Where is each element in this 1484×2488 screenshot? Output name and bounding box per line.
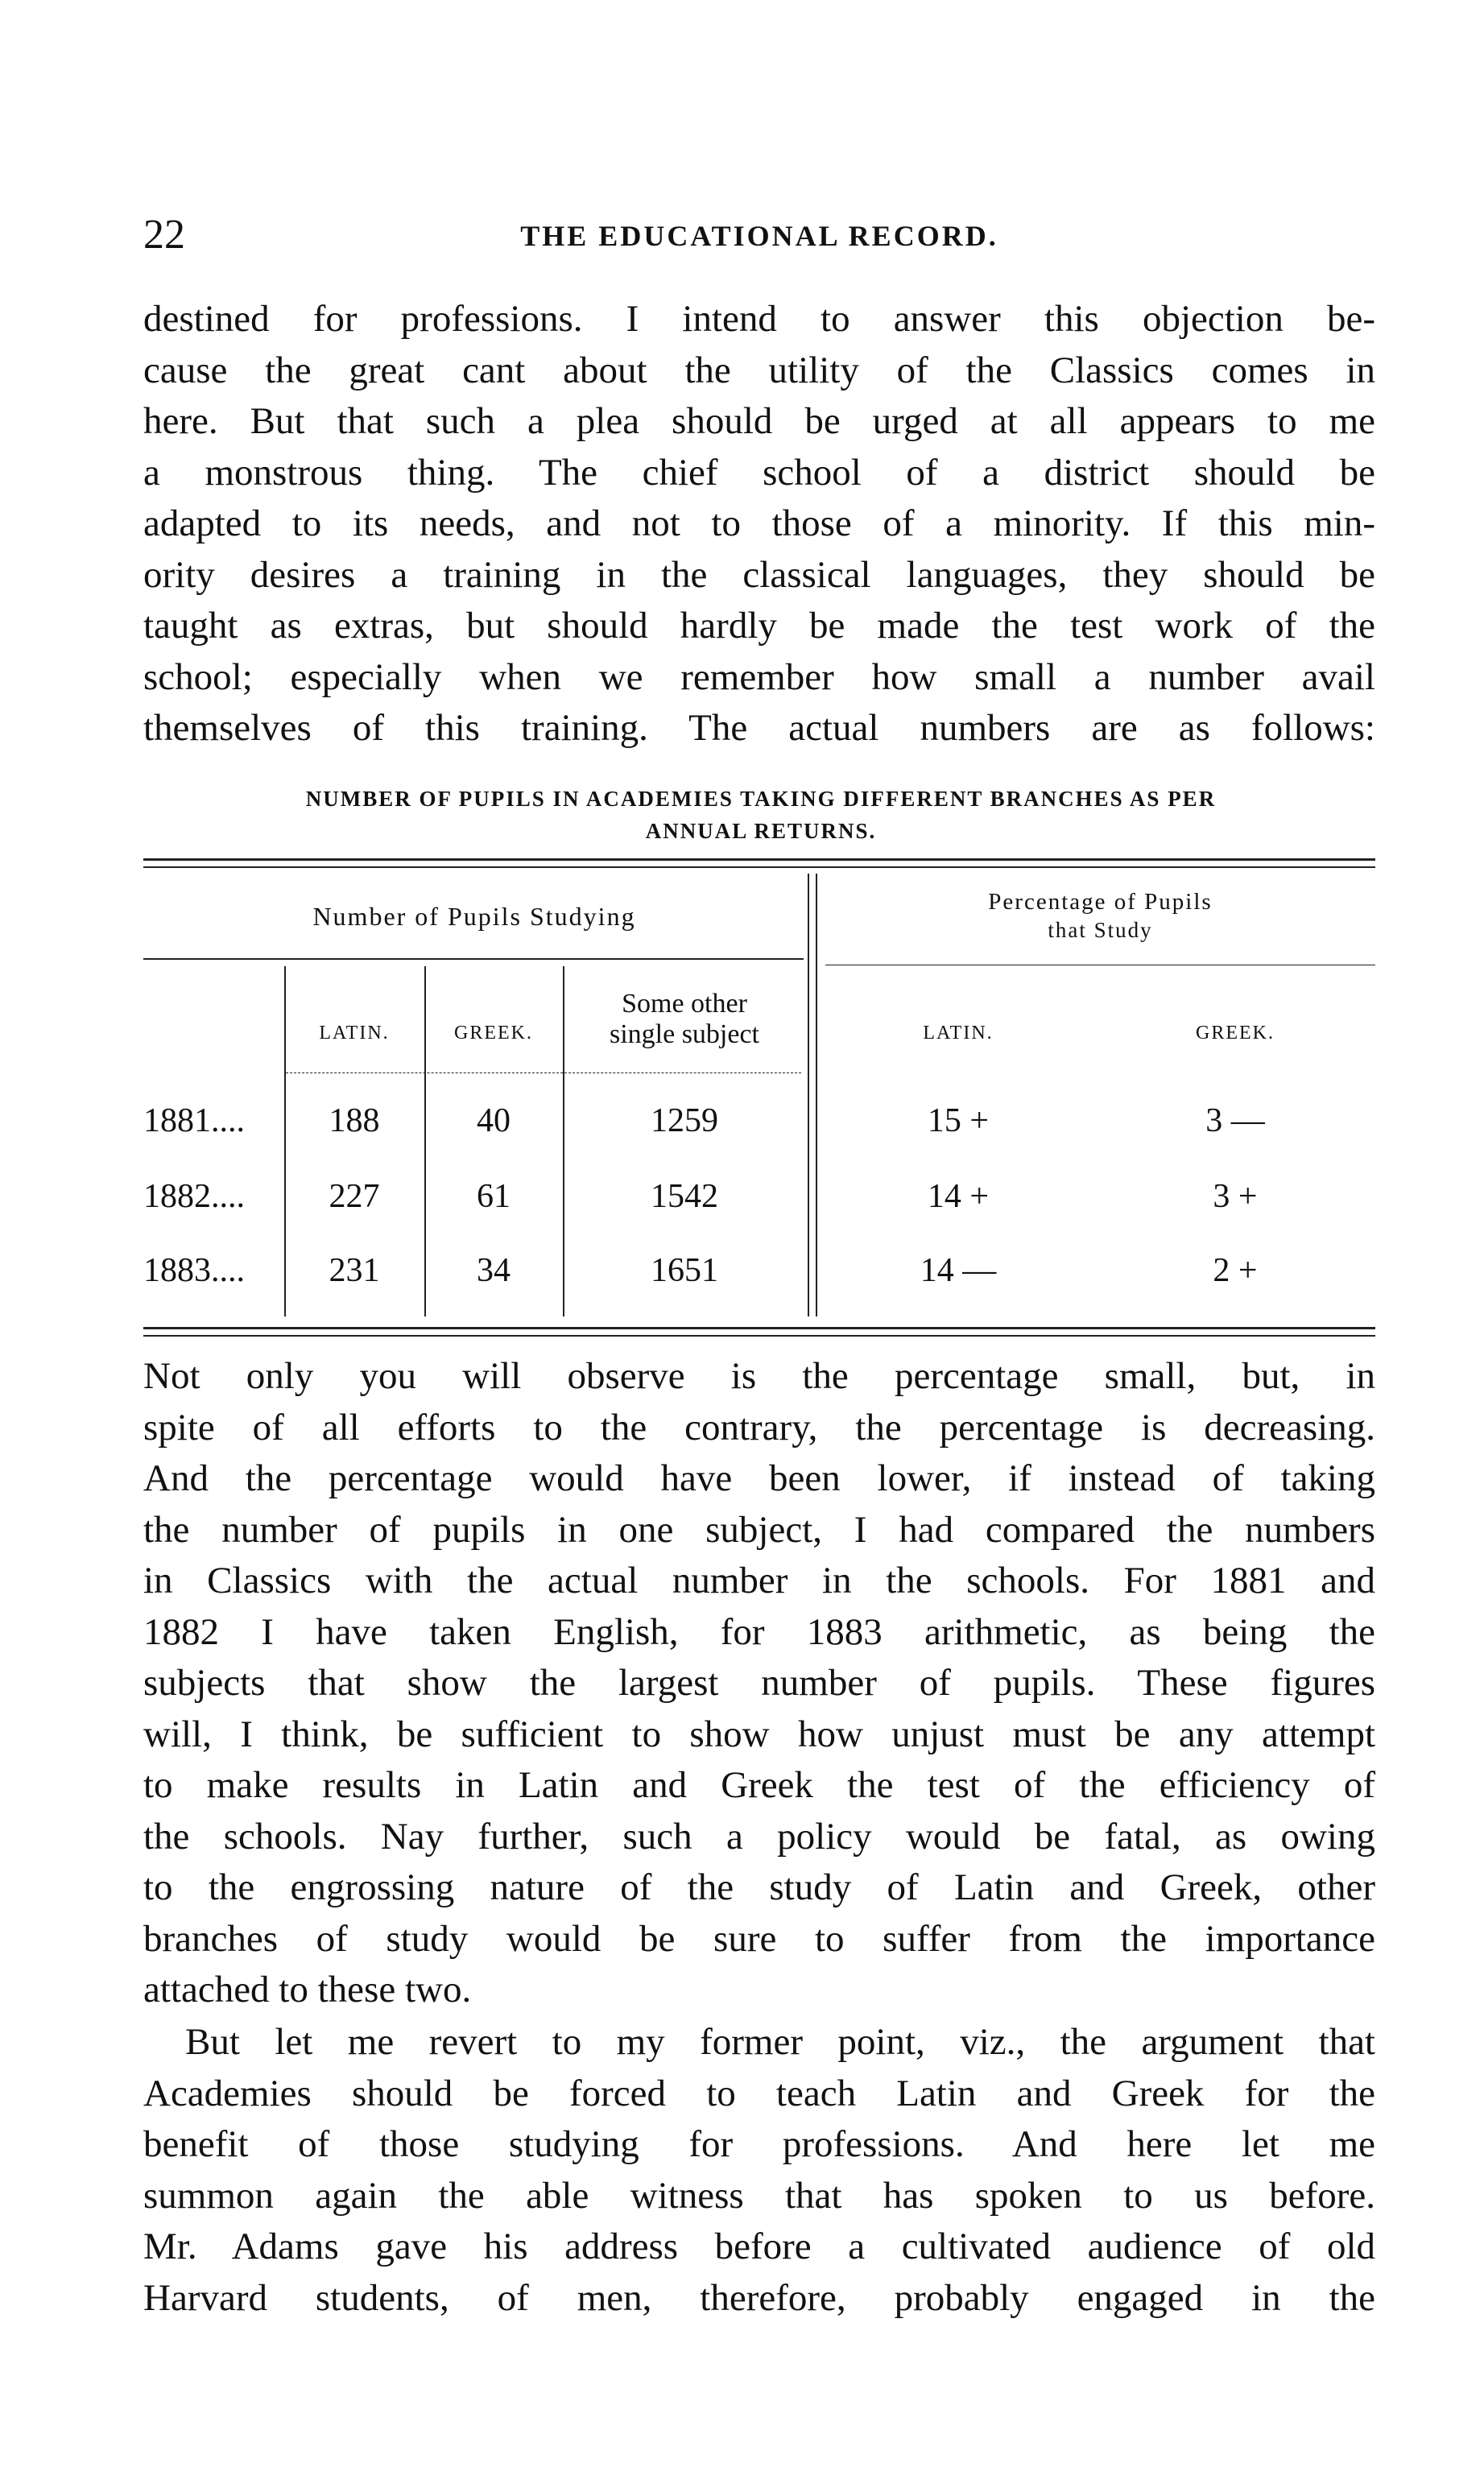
group-header-rule: [143, 958, 804, 960]
text-line: branches of study would be sure to suffer from the importance: [143, 1917, 1375, 1960]
cell-pct-greek: 2 +: [1213, 1252, 1258, 1289]
paragraph-2: [143, 1351, 1375, 2016]
cell-greek: 40: [477, 1102, 511, 1139]
text-line: destined for professions. I intend to answer this objection be-: [143, 298, 1375, 340]
text-line: Mr. Adams gave his address before a cultivated audience of old: [143, 2226, 1375, 2267]
column-header-other: single subject: [609, 1019, 760, 1049]
page-header: [143, 211, 1375, 259]
page-number: 22: [143, 212, 185, 258]
row-year: 1883....: [143, 1252, 245, 1289]
text-line: summon again the able witness that has spoken to us before.: [143, 2174, 1375, 2217]
cell-other: 1542: [651, 1178, 718, 1215]
cell-pct-latin: 14 —: [920, 1252, 997, 1289]
column-header-greek: GREEK.: [454, 1023, 533, 1044]
text-line: cause the great cant about the utility of the Classics comes in: [143, 349, 1375, 391]
column-divider-double: [808, 874, 809, 1316]
cell-pct-greek: 3 +: [1213, 1178, 1258, 1215]
text-line: adapted to its needs, and not to those of a minority. If this min-: [143, 502, 1375, 544]
text-line: Not only you will observe is the percentage small, but, in: [143, 1355, 1375, 1397]
row-year: 1881....: [143, 1102, 245, 1139]
cell-greek: 61: [477, 1178, 511, 1215]
column-header-pct-greek: GREEK.: [1196, 1023, 1275, 1044]
paragraph-1: [143, 294, 1375, 754]
cell-pct-latin: 14 +: [927, 1178, 990, 1215]
group-header-numbers: Number of Pupils Studying: [312, 902, 636, 931]
table-bottom-rule: [143, 1327, 1375, 1329]
text-line: here. But that such a plea should be urged at all appears to me: [143, 400, 1375, 442]
text-line: subjects that show the largest number of pupils. These figures: [143, 1662, 1375, 1704]
cell-greek: 34: [477, 1252, 511, 1289]
table-top-rule: [143, 858, 1375, 861]
text-line: the number of pupils in one subject, I had compared the numbers: [143, 1508, 1375, 1551]
cell-pct-greek: 3 —: [1205, 1102, 1265, 1139]
text-line: spite of all efforts to the contrary, the percentage is decreasing.: [143, 1406, 1375, 1449]
text-line: But let me revert to my former point, viz., the argument that: [185, 2021, 1375, 2063]
table-caption-line: ANNUAL RETURNS.: [645, 819, 877, 843]
cell-latin: 231: [329, 1252, 380, 1289]
text-line: in Classics with the actual number in the schools. For 1881 and: [143, 1560, 1375, 1601]
text-line: to the engrossing nature of the study of Latin and Greek, other: [143, 1866, 1375, 1908]
text-line: And the percentage would have been lower, if instead of taking: [143, 1457, 1375, 1499]
group-header-percentage: Percentage of Pupils: [988, 889, 1213, 915]
cell-latin: 227: [329, 1178, 380, 1215]
cell-pct-latin: 15 +: [927, 1102, 990, 1139]
column-header-other: Some other: [622, 989, 747, 1019]
column-header-rule: [286, 1072, 801, 1073]
table-caption: [153, 783, 1369, 847]
table-caption-line: NUMBER OF PUPILS IN ACADEMIES TAKING DIFFERENT BRANCHES AS PER: [305, 787, 1217, 811]
text-line: benefit of those studying for professions. And here let me: [143, 2123, 1375, 2165]
cell-latin: 188: [329, 1102, 380, 1139]
text-line: attached to these two.: [143, 1969, 472, 2011]
table-bottom-rule: [143, 1335, 1375, 1337]
text-line: ority desires a training in the classical languages, they should be: [143, 553, 1375, 596]
cell-other: 1651: [651, 1252, 718, 1289]
text-line: will, I think, be sufficient to show how unjust must be any attempt: [143, 1713, 1375, 1755]
text-line: school; especially when we remember how small a number avail: [143, 655, 1375, 698]
column-divider-double: [816, 874, 817, 1316]
text-line: to make results in Latin and Greek the test of the efficiency of: [143, 1764, 1375, 1806]
text-line: taught as extras, but should hardly be made the test work of the: [143, 605, 1375, 647]
table-top-rule: [143, 866, 1375, 868]
text-line: Academies should be forced to teach Latin and Greek for the: [143, 2072, 1375, 2114]
paragraph-3: [143, 2017, 1375, 2324]
running-title: THE EDUCATIONAL RECORD.: [520, 220, 998, 252]
text-line: the schools. Nay further, such a policy would be fatal, as owing: [143, 1815, 1375, 1858]
column-header-pct-latin: LATIN.: [923, 1023, 994, 1044]
group-header-percentage: that Study: [1048, 918, 1153, 942]
column-header-latin: LATIN.: [319, 1023, 390, 1044]
text-line: themselves of this training. The actual numbers are as follows:: [143, 707, 1375, 749]
cell-other: 1259: [651, 1102, 718, 1139]
row-year: 1882....: [143, 1178, 245, 1215]
text-line: a monstrous thing. The chief school of a district should be: [143, 451, 1375, 494]
text-line: Harvard students, of men, therefore, probably engaged in the: [143, 2276, 1375, 2319]
text-line: 1882 I have taken English, for 1883 arithmetic, as being the: [143, 1610, 1375, 1653]
